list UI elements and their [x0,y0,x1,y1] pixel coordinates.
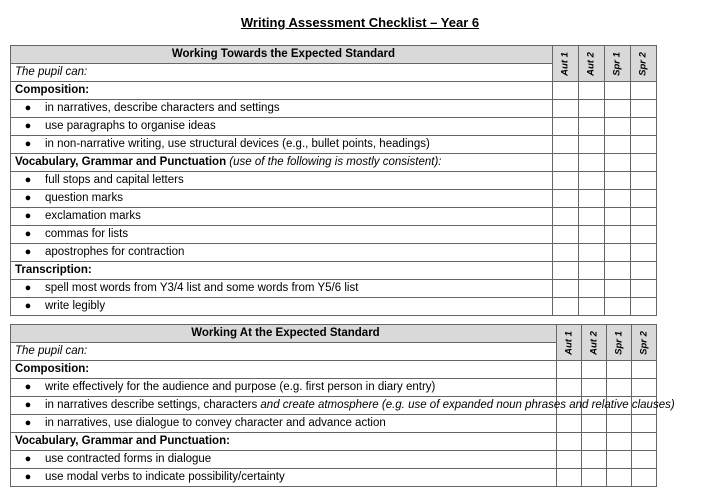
checkbox-cell[interactable] [578,154,604,172]
column-header-aut1: Aut 1 [556,325,581,361]
checkbox-cell[interactable] [631,361,656,379]
section-heading-vgp: Vocabulary, Grammar and Punctuation: [11,433,557,451]
checkbox-cell[interactable] [552,262,578,280]
section-heading-vgp: Vocabulary, Grammar and Punctuation (use of the following is mostly consistent): [11,154,553,172]
checkbox-cell[interactable] [630,208,656,226]
checkbox-cell[interactable] [552,154,578,172]
column-header-spr2: Spr 2 [631,325,656,361]
checkbox-cell[interactable] [552,136,578,154]
checkbox-cell[interactable] [630,172,656,190]
checklist-item: in narratives, describe characters and settings [45,102,280,114]
table-row [11,469,657,487]
checkbox-cell[interactable] [578,118,604,136]
checkbox-cell[interactable] [552,244,578,262]
checkbox-cell[interactable] [578,82,604,100]
bullet-icon: ● [24,192,32,204]
column-header-aut2: Aut 2 [581,325,606,361]
checkbox-cell[interactable] [630,226,656,244]
checkbox-cell[interactable] [606,361,631,379]
checkbox-cell[interactable] [604,208,630,226]
section-heading-composition: Composition: [11,82,553,100]
checkbox-cell[interactable] [604,172,630,190]
bullet-icon: ● [24,282,32,294]
column-header-spr2: Spr 2 [630,46,656,82]
checklist-item: use modal verbs to indicate possibility/certainty [45,471,285,483]
table-row [11,451,657,469]
checkbox-cell[interactable] [556,379,581,397]
table-row [11,100,657,118]
checkbox-cell[interactable] [604,118,630,136]
pupil-can-label: The pupil can: [11,343,557,361]
checklist-item: in non-narrative writing, use structural devices (e.g., bullet points, headings) [45,138,430,150]
checkbox-cell[interactable] [552,100,578,118]
table-row [11,244,657,262]
checkbox-cell[interactable] [606,451,631,469]
checkbox-cell[interactable] [606,433,631,451]
checkbox-cell[interactable] [578,262,604,280]
bullet-icon: ● [24,300,32,312]
table-heading: Working Towards the Expected Standard [11,46,553,64]
bullet-icon: ● [24,399,32,411]
checkbox-cell[interactable] [630,82,656,100]
checkbox-cell[interactable] [630,298,656,316]
checkbox-cell[interactable] [552,298,578,316]
checkbox-cell[interactable] [630,100,656,118]
checkbox-cell[interactable] [604,190,630,208]
checkbox-cell[interactable] [604,298,630,316]
column-header-aut1: Aut 1 [552,46,578,82]
table-row [11,415,657,433]
checkbox-cell[interactable] [581,451,606,469]
checkbox-cell[interactable] [630,262,656,280]
checkbox-cell[interactable] [604,82,630,100]
bullet-icon: ● [24,246,32,258]
table-header-row [11,46,657,64]
checkbox-cell[interactable] [630,280,656,298]
checklist-table-working-at [10,324,675,487]
checkbox-cell[interactable] [630,244,656,262]
bullet-icon: ● [24,417,32,429]
checkbox-cell[interactable] [604,226,630,244]
table-row [11,379,657,397]
checkbox-cell[interactable] [604,100,630,118]
checkbox-cell[interactable] [556,415,581,433]
checklist-item: use paragraphs to organise ideas [45,120,216,132]
checkbox-cell[interactable] [578,298,604,316]
checkbox-cell[interactable] [631,415,656,433]
checkbox-cell[interactable] [581,415,606,433]
checkbox-cell[interactable] [578,172,604,190]
checklist-item: in narratives, use dialogue to convey character and advance action [45,417,386,429]
bullet-icon: ● [24,138,32,150]
table-row [11,118,657,136]
checkbox-cell[interactable] [581,469,606,487]
bullet-icon: ● [24,228,32,240]
checkbox-cell[interactable] [604,154,630,172]
checkbox-cell[interactable] [552,280,578,298]
checklist-item: full stops and capital letters [45,174,184,186]
checkbox-cell[interactable] [556,433,581,451]
table-heading: Working At the Expected Standard [11,325,557,343]
bullet-icon: ● [24,453,32,465]
checkbox-cell[interactable] [630,118,656,136]
checkbox-cell[interactable] [578,136,604,154]
table-row [11,190,657,208]
checklist-item: write legibly [45,300,106,312]
bullet-icon: ● [24,174,32,186]
bullet-icon: ● [24,120,32,132]
bullet-icon: ● [24,471,32,483]
bullet-icon: ● [24,210,32,222]
checkbox-cell[interactable] [604,280,630,298]
page-title: Writing Assessment Checklist – Year 6 [240,15,480,30]
checklist-item: question marks [45,192,123,204]
table-row [11,136,657,154]
checkbox-cell[interactable] [631,379,656,397]
checkbox-cell[interactable] [631,433,656,451]
checkbox-cell[interactable] [552,208,578,226]
table-row [11,226,657,244]
checklist-item: apostrophes for contraction [45,246,185,258]
checkbox-cell[interactable] [606,469,631,487]
checkbox-cell[interactable] [604,136,630,154]
column-header-aut2: Aut 2 [578,46,604,82]
checklist-item: in narratives describe settings, characters and create atmosphere (e.g. use of expanded noun phrases and relative clauses) [45,399,675,411]
checkbox-cell[interactable] [630,154,656,172]
bullet-icon: ● [24,102,32,114]
table-row [11,298,657,316]
checkbox-cell[interactable] [556,361,581,379]
checkbox-cell[interactable] [552,82,578,100]
checkbox-cell[interactable] [630,190,656,208]
checklist-item: write effectively for the audience and purpose (e.g. first person in diary entry) [45,381,436,393]
checklist-item: use contracted forms in dialogue [45,453,212,465]
checkbox-cell[interactable] [581,379,606,397]
checkbox-cell[interactable] [552,226,578,244]
checkbox-cell[interactable] [630,136,656,154]
table-header-row [11,325,657,343]
table-row [11,280,657,298]
checkbox-cell[interactable] [556,451,581,469]
checkbox-cell[interactable] [578,208,604,226]
section-heading-composition: Composition: [11,361,557,379]
checkbox-cell[interactable] [552,190,578,208]
column-header-spr1: Spr 1 [604,46,630,82]
checkbox-cell[interactable] [556,469,581,487]
bullet-icon: ● [24,381,32,393]
checkbox-cell[interactable] [604,244,630,262]
checklist-item: spell most words from Y3/4 list and some words from Y5/6 list [45,282,359,294]
checklist-item: exclamation marks [45,210,141,222]
checkbox-cell[interactable] [581,361,606,379]
table-row [11,208,657,226]
section-heading-transcription: Transcription: [11,262,553,280]
checkbox-cell[interactable] [578,190,604,208]
column-header-spr1: Spr 1 [606,325,631,361]
pupil-can-label: The pupil can: [11,64,553,82]
checkbox-cell[interactable] [581,433,606,451]
checklist-item: commas for lists [45,228,129,240]
table-row [11,397,657,415]
checkbox-cell[interactable] [552,172,578,190]
table-row [11,172,657,190]
checkbox-cell[interactable] [631,451,656,469]
checkbox-cell[interactable] [578,100,604,118]
checkbox-cell[interactable] [578,244,604,262]
checkbox-cell[interactable] [606,415,631,433]
checkbox-cell[interactable] [604,262,630,280]
checkbox-cell[interactable] [578,226,604,244]
checkbox-cell[interactable] [578,280,604,298]
checklist-table-working-towards [10,45,657,316]
checkbox-cell[interactable] [552,118,578,136]
checkbox-cell[interactable] [606,379,631,397]
checkbox-cell[interactable] [631,469,656,487]
